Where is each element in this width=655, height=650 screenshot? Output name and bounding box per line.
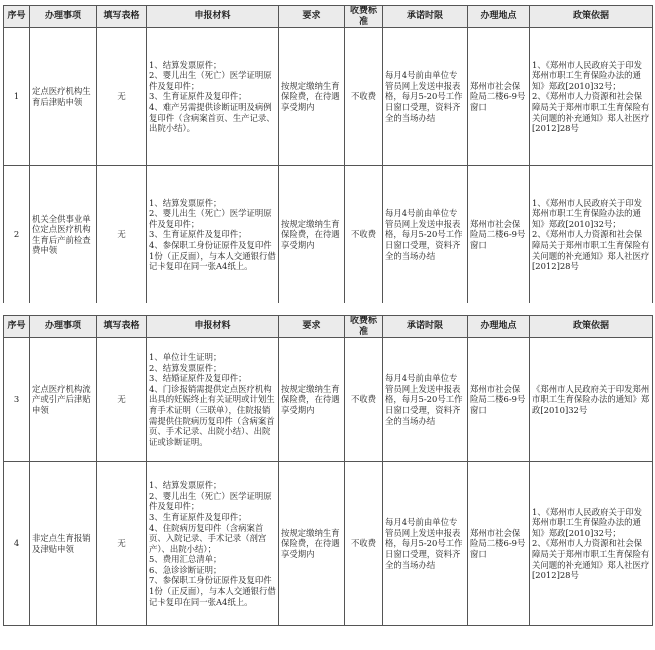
application-materials [147,338,279,462]
header-cell: 填写表格 [97,6,147,28]
service-location: 郑州市社会保险局二楼6-9号窗口 [468,28,530,166]
service-location: 郑州市社会保险局二楼6-9号窗口 [468,338,530,462]
page-gap [0,303,655,315]
table-row [4,462,653,626]
service-item: 定点医疗机构生育后津贴申领 [30,28,97,166]
policy-text: 1、《郑州市人民政府关于印发郑州市职工生育保险办法的通知》郑政[2010]32号； 2、《郑州市人力资源和社会保障局关于郑州市职工生育保险有关问题的补充通知》郑人社医疗[2012]28号 [532,197,650,272]
processing-deadline: 每月4号前由单位专管员网上发送申报表格，每月5-20号工作日窗口受理，资料齐全的当场办结 [383,462,468,626]
application-materials [147,28,279,166]
table-header-row [4,316,653,338]
requirement: 按规定缴纳生育保险费，在待遇享受期内 [279,166,345,304]
requirement: 按规定缴纳生育保险费，在待遇享受期内 [279,462,345,626]
processing-deadline: 每月4号前由单位专管员网上发送申报表格，每月5-20号工作日窗口受理，资料齐全的当场办结 [383,166,468,304]
row-number: 4 [4,462,30,626]
row-number: 2 [4,166,30,304]
header-cell: 填写表格 [97,316,147,338]
header-cell: 序号 [4,316,30,338]
table-row [4,166,653,304]
policy-basis [530,462,653,626]
processing-deadline: 每月4号前由单位专管员网上发送申报表格，每月5-20号工作日窗口受理，资料齐全的当场办结 [383,28,468,166]
policy-text: 1、《郑州市人民政府关于印发郑州市职工生育保险办法的通知》郑政[2010]32号； 2、《郑州市人力资源和社会保障局关于郑州市职工生育保险有关问题的补充通知》郑人社医疗[2012]28号 [532,506,650,581]
service-item: 定点医疗机构流产或引产后津贴申领 [30,338,97,462]
service-item: 机关全供事业单位定点医疗机构生育后产前检查费申领 [30,166,97,304]
header-cell: 承诺时限 [383,316,468,338]
form-required: 无 [97,338,147,462]
header-cell: 政策依据 [530,6,653,28]
processing-deadline: 每月4号前由单位专管员网上发送申报表格，每月5-20号工作日窗口受理，资料齐全的当场办结 [383,338,468,462]
header-cell: 收费标准 [345,6,383,28]
service-location: 郑州市社会保险局二楼6-9号窗口 [468,166,530,304]
header-cell: 办理地点 [468,316,530,338]
application-materials [147,462,279,626]
form-required: 无 [97,28,147,166]
table-row [4,28,653,166]
header-cell: 申报材料 [147,316,279,338]
service-item: 非定点生育报销及津贴申领 [30,462,97,626]
row-number: 3 [4,338,30,462]
policy-basis: 《郑州市人民政府关于印发郑州市职工生育保险办法的通知》郑政[2010]32号 [530,338,653,462]
header-cell: 办理事项 [30,316,97,338]
header-cell: 政策依据 [530,316,653,338]
header-cell: 收费标准 [345,316,383,338]
materials-text: 1、结算发票原件； 2、婴儿出生（死亡）医学证明原件及复印件； 3、生育证原件及复印件； 4、住院病历复印件（含病案首页、入院记录、手术记录（剖宫产）、出院小结）； 5、费用汇总清单； 6、急诊诊断证明； 7、参保职工身份证原件及复印件1份（正反面），与本人交通银行借记卡复印在同一张A4纸上。 [149,480,276,607]
table-header-row [4,6,653,28]
header-cell: 申报材料 [147,6,279,28]
materials-text: 1、结算发票原件； 2、婴儿出生（死亡）医学证明原件及复印件； 3、生育证原件及复印件； 4、参保职工身份证原件及复印件1份（正反面），与本人交通银行借记卡复印在同一张A4纸上。 [149,197,276,272]
policy-basis [530,166,653,304]
row-number: 1 [4,28,30,166]
materials-text: 1、单位计生证明； 2、结算发票原件； 3、结婚证原件及复印件； 4、门诊报销需提供定点医疗机构出具的妊娠终止有关证明或计划生育手术证明（三联单），住院报销需提供住院病历复印件（含病案首页、手术记录、出院小结）、出院证或诊断证明。 [149,352,275,447]
materials-text: 1、结算发票原件； 2、婴儿出生（死亡）医学证明原件及复印件； 3、生育证原件及复印件； 4、难产另需提供诊断证明及病例复印件（含病案首页、生产记录、出院小结）。 [149,59,275,134]
fee-standard: 不收费 [345,28,383,166]
requirement: 按规定缴纳生育保险费，在待遇享受期内 [279,338,345,462]
header-cell: 序号 [4,6,30,28]
policy-table-part-1 [3,5,653,304]
form-required: 无 [97,166,147,304]
policy-basis [530,28,653,166]
service-location: 郑州市社会保险局二楼6-9号窗口 [468,462,530,626]
policy-text: 1、《郑州市人民政府关于印发郑州市职工生育保险办法的通知》郑政[2010]32号； 2、《郑州市人力资源和社会保障局关于郑州市职工生育保险有关问题的补充通知》郑人社医疗[2012]28号 [532,59,650,134]
header-cell: 要求 [279,6,345,28]
fee-standard: 不收费 [345,338,383,462]
requirement: 按规定缴纳生育保险费，在待遇享受期内 [279,28,345,166]
fee-standard: 不收费 [345,166,383,304]
header-cell: 办理地点 [468,6,530,28]
header-cell: 承诺时限 [383,6,468,28]
header-cell: 办理事项 [30,6,97,28]
policy-table-part-2 [3,315,653,626]
fee-standard: 不收费 [345,462,383,626]
table-row [4,338,653,462]
form-required: 无 [97,462,147,626]
application-materials [147,166,279,304]
header-cell: 要求 [279,316,345,338]
